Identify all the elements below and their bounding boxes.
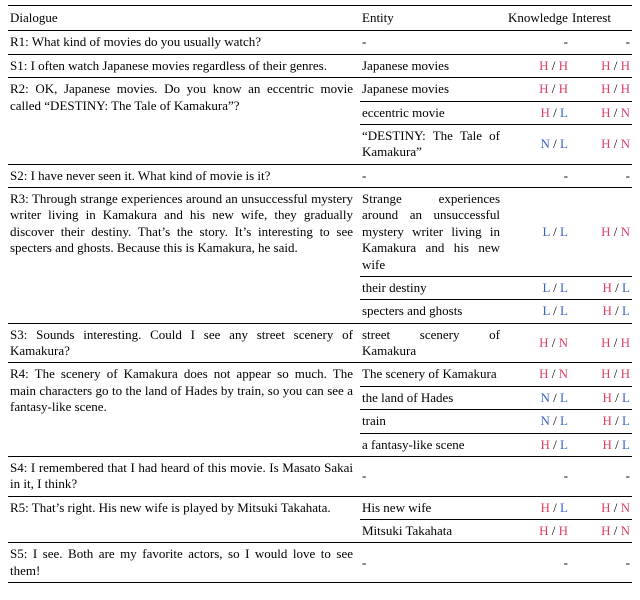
interest-first-label: H [602, 436, 612, 452]
header-knowledge: Knowledge [506, 6, 570, 31]
interest-first-label: - [625, 554, 630, 570]
knowledge-cell [506, 323, 570, 363]
slash-separator: / [549, 413, 561, 429]
slash-separator: / [548, 523, 559, 538]
entity-cell: Japanese movies [360, 78, 506, 101]
table-row [8, 54, 632, 77]
knowledge-first-label: H [539, 57, 549, 73]
slash-separator: / [610, 223, 621, 239]
interest-cell [570, 54, 632, 77]
turn-group-r5 [8, 496, 632, 543]
turn-group-s5 [8, 543, 632, 583]
knowledge-first-label: H [540, 499, 550, 515]
slash-separator: / [611, 303, 623, 319]
entity-cell: “DESTINY: The Tale of Kamakura” [360, 124, 506, 164]
entity-cell: Japanese movies [360, 54, 506, 77]
interest-cell [570, 276, 632, 299]
interest-cell [570, 78, 632, 101]
knowledge-cell [506, 54, 570, 77]
knowledge-first-label: L [542, 223, 550, 239]
entity-cell: Strange experiences around an unsuccessful mystery writer living in Kamakura and his new wife [360, 188, 506, 277]
knowledge-first-label: H [540, 104, 550, 120]
interest-second-label: L [622, 413, 630, 429]
knowledge-first-label: N [540, 413, 550, 429]
knowledge-cell [506, 496, 570, 519]
knowledge-cell [506, 456, 570, 496]
interest-cell [570, 164, 632, 187]
slash-separator: / [549, 436, 561, 452]
turn-group-r3 [8, 188, 632, 324]
turn-group-s2 [8, 164, 632, 187]
interest-cell [570, 323, 632, 363]
entity-cell: - [360, 543, 506, 583]
interest-second-label: N [620, 523, 630, 538]
interest-cell [570, 31, 632, 54]
table-row [8, 363, 632, 386]
knowledge-second-label: L [560, 303, 568, 319]
slash-separator: / [610, 104, 621, 120]
interest-cell [570, 543, 632, 583]
entity-cell: their destiny [360, 276, 506, 299]
knowledge-cell [506, 276, 570, 299]
turn-group-r2 [8, 78, 632, 165]
interest-cell [570, 101, 632, 124]
knowledge-first-label: N [540, 389, 550, 405]
knowledge-cell [506, 188, 570, 277]
header-interest: Interest [570, 6, 632, 31]
knowledge-second-label: L [560, 413, 568, 429]
interest-first-label: H [601, 57, 611, 73]
turn-group-s1 [8, 54, 632, 77]
dialogue-cell: S1: I often watch Japanese movies regardless of their genres. [8, 54, 360, 77]
knowledge-second-label: L [560, 104, 568, 120]
interest-second-label: H [620, 334, 630, 350]
interest-second-label: N [620, 223, 630, 239]
knowledge-second-label: L [560, 279, 568, 295]
knowledge-first-label: N [540, 136, 550, 152]
knowledge-first-label: L [542, 303, 550, 319]
knowledge-second-label: L [560, 499, 568, 515]
knowledge-cell [506, 101, 570, 124]
interest-second-label: H [620, 81, 630, 97]
table-row [8, 323, 632, 363]
slash-separator: / [549, 279, 561, 295]
interest-second-label: H [620, 57, 630, 73]
knowledge-cell [506, 433, 570, 456]
knowledge-second-label: L [560, 223, 568, 239]
interest-second-label: H [620, 366, 630, 382]
slash-separator: / [610, 366, 621, 382]
interest-cell [570, 124, 632, 164]
entity-cell: a fantasy-like scene [360, 433, 506, 456]
table-row [8, 31, 632, 54]
table-row [8, 456, 632, 496]
knowledge-cell [506, 164, 570, 187]
knowledge-second-label: L [560, 136, 568, 152]
interest-cell [570, 433, 632, 456]
knowledge-first-label: H [539, 366, 549, 382]
slash-separator: / [610, 57, 621, 73]
slash-separator: / [549, 104, 561, 120]
interest-second-label: N [620, 499, 630, 515]
interest-second-label: L [622, 389, 630, 405]
entity-cell: train [360, 410, 506, 433]
interest-cell [570, 456, 632, 496]
knowledge-cell [506, 520, 570, 543]
interest-first-label: H [601, 334, 611, 350]
knowledge-first-label: - [563, 554, 568, 570]
interest-first-label: H [601, 499, 611, 515]
interest-cell [570, 520, 632, 543]
knowledge-first-label: - [563, 34, 568, 50]
slash-separator: / [611, 436, 623, 452]
entity-cell: - [360, 164, 506, 187]
knowledge-cell [506, 124, 570, 164]
interest-first-label: - [625, 34, 630, 50]
table-row [8, 496, 632, 519]
slash-separator: / [611, 389, 623, 405]
interest-first-label: H [601, 136, 611, 152]
entity-cell: specters and ghosts [360, 300, 506, 323]
dialogue-cell: S5: I see. Both are my favorite actors, so I would love to see them! [8, 543, 360, 583]
interest-first-label: H [602, 303, 612, 319]
interest-first-label: - [625, 468, 630, 484]
knowledge-cell [506, 31, 570, 54]
slash-separator: / [610, 523, 621, 538]
table-row [8, 164, 632, 187]
interest-cell [570, 410, 632, 433]
entity-cell: eccentric movie [360, 101, 506, 124]
header-entity: Entity [360, 6, 506, 31]
knowledge-first-label: - [563, 468, 568, 484]
slash-separator: / [548, 57, 559, 73]
interest-first-label: H [602, 413, 612, 429]
interest-second-label: L [622, 303, 630, 319]
entity-cell: - [360, 456, 506, 496]
turn-group-s4 [8, 456, 632, 496]
slash-separator: / [611, 413, 623, 429]
slash-separator: / [548, 366, 559, 382]
slash-separator: / [548, 334, 559, 350]
interest-first-label: H [602, 389, 612, 405]
entity-cell: Mitsuki Takahata [360, 520, 506, 543]
knowledge-first-label: L [542, 279, 550, 295]
table-row [8, 543, 632, 583]
entity-cell: - [360, 31, 506, 54]
interest-second-label: N [620, 136, 630, 152]
table-header-row [8, 6, 632, 31]
interest-first-label: H [601, 366, 611, 382]
slash-separator: / [611, 279, 623, 295]
turn-group-r4 [8, 363, 632, 457]
dialogue-cell: S4: I remembered that I had heard of this movie. Is Masato Sakai in it, I think? [8, 456, 360, 496]
slash-separator: / [610, 334, 621, 350]
dialogue-cell: S3: Sounds interesting. Could I see any street scenery of Kamakura? [8, 323, 360, 363]
knowledge-second-label: L [560, 389, 568, 405]
interest-cell [570, 300, 632, 323]
slash-separator: / [610, 499, 621, 515]
knowledge-second-label: N [558, 366, 568, 382]
entity-cell: the land of Hades [360, 386, 506, 409]
interest-cell [570, 496, 632, 519]
turn-group-r1 [8, 31, 632, 54]
knowledge-cell [506, 300, 570, 323]
interest-first-label: H [601, 104, 611, 120]
slash-separator: / [549, 499, 561, 515]
entity-cell: street scenery of Kamakura [360, 323, 506, 363]
dialogue-cell: R5: That’s right. His new wife is played by Mitsuki Takahata. [8, 496, 360, 543]
turn-group-s3 [8, 323, 632, 363]
knowledge-cell [506, 543, 570, 583]
slash-separator: / [610, 136, 621, 152]
dialogue-cell: R1: What kind of movies do you usually watch? [8, 31, 360, 54]
knowledge-second-label: N [558, 334, 568, 350]
slash-separator: / [549, 223, 561, 239]
table-row [8, 78, 632, 101]
knowledge-cell [506, 78, 570, 101]
dialogue-cell: R2: OK, Japanese movies. Do you know an eccentric movie called “DESTINY: The Tale of Kamakura”? [8, 78, 360, 165]
interest-first-label: H [601, 523, 611, 538]
interest-second-label: N [620, 104, 630, 120]
interest-cell [570, 363, 632, 386]
dialogue-cell: R3: Through strange experiences around an unsuccessful mystery writer living in Kamakura and his new wife, they gradually discover their destiny. That’s the story. It’s interesting to see specters and ghosts. Because this is Kamakura, he said. [8, 188, 360, 324]
header-dialogue: Dialogue [8, 6, 360, 31]
knowledge-first-label: H [539, 523, 549, 538]
interest-first-label: H [601, 81, 611, 97]
interest-cell [570, 386, 632, 409]
knowledge-second-label: H [558, 81, 568, 97]
dialogue-cell: S2: I have never seen it. What kind of movie is it? [8, 164, 360, 187]
interest-second-label: L [622, 279, 630, 295]
knowledge-first-label: - [563, 167, 568, 183]
knowledge-cell [506, 386, 570, 409]
interest-second-label: L [622, 436, 630, 452]
slash-separator: / [549, 136, 561, 152]
interest-first-label: H [602, 279, 612, 295]
interest-cell [570, 188, 632, 277]
interest-first-label: - [625, 167, 630, 183]
knowledge-first-label: H [540, 436, 550, 452]
slash-separator: / [548, 81, 559, 97]
knowledge-cell [506, 410, 570, 433]
knowledge-first-label: H [539, 81, 549, 97]
knowledge-second-label: H [558, 523, 568, 538]
knowledge-second-label: H [558, 57, 568, 73]
entity-cell: The scenery of Kamakura [360, 363, 506, 386]
knowledge-cell [506, 363, 570, 386]
slash-separator: / [549, 389, 561, 405]
dialogue-cell: R4: The scenery of Kamakura does not appear so much. The main characters go to the land of Hades by train, so you can see a fantasy-like scene. [8, 363, 360, 457]
slash-separator: / [610, 81, 621, 97]
slash-separator: / [549, 303, 561, 319]
knowledge-second-label: L [560, 436, 568, 452]
table-row [8, 188, 632, 277]
dialogue-annotation-table [8, 5, 632, 583]
entity-cell: His new wife [360, 496, 506, 519]
interest-first-label: H [601, 223, 611, 239]
knowledge-first-label: H [539, 334, 549, 350]
